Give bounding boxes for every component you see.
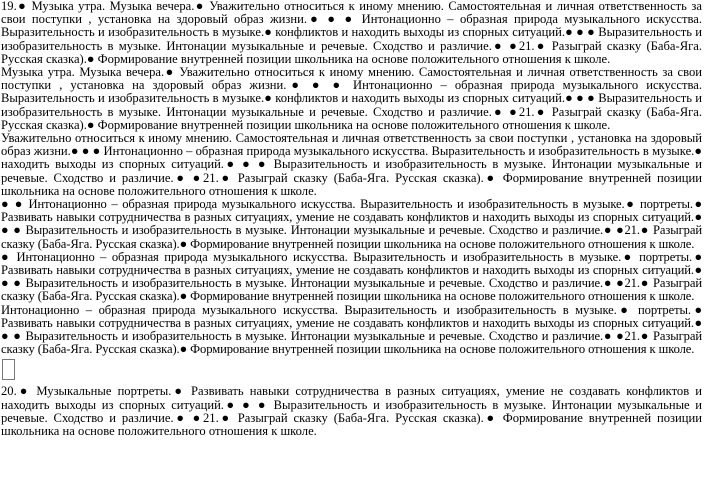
paragraph-lesson-20: 20.● Музыкальные портреты.● Развивать навыки сотрудничества в разных ситуациях, умение не создавать конфликтов и находить выходы из спорных ситуаций.● ● ● Выразительность и изобразительность в музыке. Интонации музыкальные и речевые. Сходство и различие.● ●21.● Разыграй сказку (Баба-Яга. Русская сказка).● Формирование внутренней позиции школьника на основе положительного отношения к школе. bbox=[1, 384, 702, 439]
paragraph-intonation-c: Интонационно – образная природа музыкального искусства. Выразительность и изобразительность в музыке.● портреты.● Развивать навыки сотрудничества в разных ситуациях, умение не создавать конфликтов и находить выходы из спорных ситуаций.● ● ● Выразительность и изобразительность в музыке. Интонации музыкальные и речевые. Сходство и различие.● ●21.● Разыграй сказку (Баба-Яга. Русская сказка).● Формирование внутренней позиции школьника на основе положительного отношения к школе. bbox=[1, 302, 702, 357]
paragraph-lesson-19: 19.● Музыка утра. Музыка вечера.● Уважительно относиться к иному мнению. Самостоятельная и личная ответственность за свои поступки , установка на здоровый образ жизни.● ● ● Интонационно – образная природа музыкального искусства. Выразительность и изобразительность в музыке.● конфликтов и находить выходы из спорных ситуаций.● ● ● Выразительность и изобразительность в музыке. Интонации музыкальные и речевые. Сходство и различие.● ●21.● Разыграй сказку (Баба-Яга. Русская сказка).● Формирование внутренней позиции школьника на основе положительного отношения к школе. bbox=[1, 0, 702, 66]
empty-box bbox=[2, 359, 15, 380]
paragraph-morning-evening: Музыка утра. Музыка вечера.● Уважительно относиться к иному мнению. Самостоятельная и личная ответственность за свои поступки , установка на здоровый образ жизни.● ● ● Интонационно – образная природа музыкального искусства. Выразительность и изобразительность в музыке.● конфликтов и находить выходы из спорных ситуаций.● ● ● Выразительность и изобразительность в музыке. Интонации музыкальные и речевые. Сходство и различие.● ●21.● Разыграй сказку (Баба-Яга. Русская сказка).● Формирование внутренней позиции школьника на основе положительного отношения к школе. bbox=[1, 65, 702, 132]
paragraph-intonation-b: ● Интонационно – образная природа музыкального искусства. Выразительность и изобразительность в музыке.● портреты.● Развивать навыки сотрудничества в разных ситуациях, умение не создавать конфликтов и находить выходы из спорных ситуаций.● ● ● Выразительность и изобразительность в музыке. Интонации музыкальные и речевые. Сходство и различие.● ●21.● Разыграй сказку (Баба-Яга. Русская сказка).● Формирование внутренней позиции школьника на основе положительного отношения к школе. bbox=[1, 249, 702, 304]
document-body bbox=[1, 0, 702, 438]
paragraph-respect: Уважительно относиться к иному мнению. Самостоятельная и личная ответственность за свои поступки , установка на здоровый образ жизни.● ● ● Интонационно – образная природа музыкального искусства. Выразительность и изобразительность в музыке.● находить выходы из спорных ситуаций.● ● ● Выразительность и изобразительность в музыке. Интонации музыкальные и речевые. Сходство и различие.● ●21.● Разыграй сказку (Баба-Яга. Русская сказка).● Формирование внутренней позиции школьника на основе положительного отношения к школе. bbox=[1, 131, 702, 198]
paragraph-intonation-a: ● ● Интонационно – образная природа музыкального искусства. Выразительность и изобразительность в музыке.● портреты.● Развивать навыки сотрудничества в разных ситуациях, умение не создавать конфликтов и находить выходы из спорных ситуаций.● ● ● Выразительность и изобразительность в музыке. Интонации музыкальные и речевые. Сходство и различие.● ●21.● Разыграй сказку (Баба-Яга. Русская сказка).● Формирование внутренней позиции школьника на основе положительного отношения к школе. bbox=[1, 197, 702, 251]
